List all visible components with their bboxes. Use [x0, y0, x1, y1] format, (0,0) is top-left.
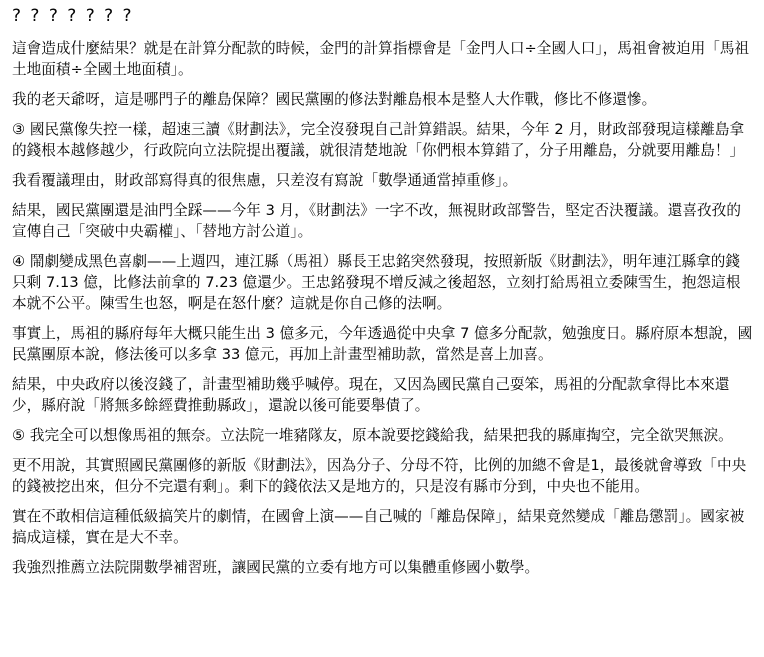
- post-body: [12, 38, 754, 578]
- paragraph-6: ④ 鬧劇變成黑色喜劇——上週四，連江縣（馬祖）縣長王忠銘突然發現，按照新版《財劃法》，明年連江縣拿的錢只剩 7.13 億，比修法前拿的 7.23 億還少。王忠銘發現不增反減之後超怒，立刻打給馬祖立委陳雪生，抱怨這根本就不公平。陳雪生也怒，啊是在怒什麼？這就是你自己修的法啊。: [12, 253, 741, 312]
- paragraph-1: 這會造成什麼結果？就是在計算分配款的時候，金門的計算指標會是「金門人口÷全國人口」，馬祖會被迫用「馬祖土地面積÷全國土地面積」。: [12, 40, 750, 78]
- paragraph-10: 更不用說，其實照國民黨團修的新版《財劃法》，因為分子、分母不符，比例的加總不會是1，最後就會導致「中央的錢被挖出來，但分不完還有剩」。剩下的錢依法又是地方的，只是沒有縣市分到，中央也不能用。: [12, 457, 747, 495]
- paragraph-9: ⑤ 我完全可以想像馬祖的無奈。立法院一堆豬隊友，原本說要挖錢給我，結果把我的縣庫掏空，完全欲哭無淚。: [12, 427, 733, 444]
- paragraph-8: 結果，中央政府以後沒錢了，計畫型補助幾乎喊停。現在，又因為國民黨自己耍笨，馬祖的分配款拿得比本來還少，縣府說「將無多餘經費推動縣政」，還說以後可能要舉債了。: [12, 376, 730, 414]
- paragraph-11: 實在不敢相信這種低級搞笑片的劇情，在國會上演——自己喊的「離島保障」，結果竟然變成「離島懲罰」。國家被搞成這樣，實在是大不幸。: [12, 508, 745, 546]
- paragraph-3: ③ 國民黨像失控一樣，超速三讀《財劃法》，完全沒發現自己計算錯誤。結果，今年 2 月，財政部發現這樣離島拿的錢根本越修越少，行政院向立法院提出覆議，就很清楚地說「你們根本算錯了，分子用離島，分就要用離島！」: [12, 121, 745, 159]
- paragraph-2: 我的老天爺呀，這是哪門子的離島保障？國民黨團的修法對離島根本是整人大作戰，修比不修還慘。: [12, 91, 657, 108]
- paragraph-7: 事實上，馬祖的縣府每年大概只能生出 3 億多元，今年透過從中央拿 7 億多分配款，勉強度日。縣府原本想說，國民黨團原本說，修法後可以多拿 33 億元，再加上計畫型補助款，當然是喜上加喜。: [12, 325, 753, 363]
- post-heading: ? ? ? ? ? ? ?: [12, 6, 134, 26]
- paragraph-12: 我強烈推薦立法院開數學補習班，讓國民黨的立委有地方可以集體重修國小數學。: [12, 559, 540, 576]
- paragraph-4: 我看覆議理由，財政部寫得真的很焦慮，只差沒有寫說「數學通通當掉重修」。: [12, 172, 518, 189]
- paragraph-5: 結果，國民黨團還是油門全踩——今年 3 月，《財劃法》一字不改，無視財政部警告，堅定否決覆議。還喜孜孜的宣傳自己「突破中央霸權」、「替地方討公道」。: [12, 202, 741, 240]
